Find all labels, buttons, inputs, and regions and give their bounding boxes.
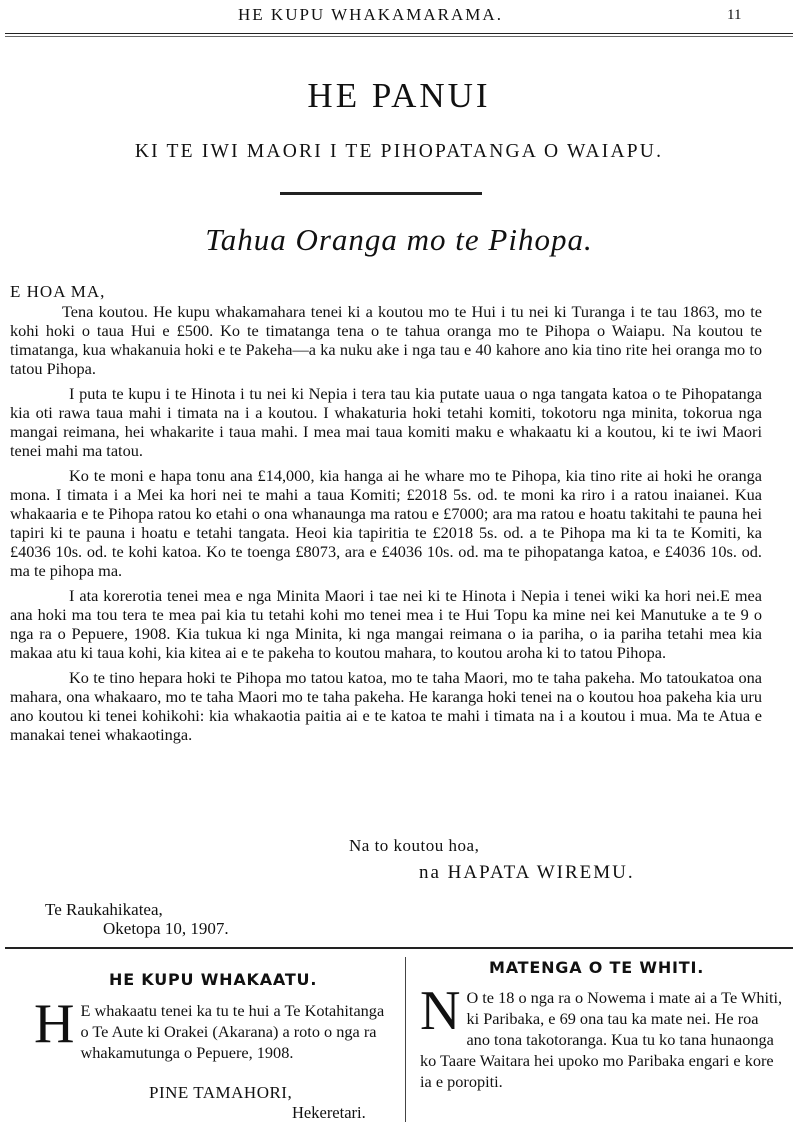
drop-cap: H xyxy=(34,993,75,1055)
right-column-heading: MATENGA O TE WHITI. xyxy=(489,958,705,977)
salutation: E HOA MA, xyxy=(10,282,106,301)
column-divider xyxy=(405,957,406,1122)
closing: Na to koutou hoa, xyxy=(349,836,480,855)
page-title: HE PANUI xyxy=(307,76,491,115)
left-column-heading: HE KUPU WHAKAATU. xyxy=(109,970,318,989)
dateline-place: Te Raukahikatea, xyxy=(45,900,163,919)
section-rule xyxy=(5,947,793,949)
header-rule-thin xyxy=(5,36,793,37)
paragraph: I ata korerotia tenei mea e nga Minita Maori i tae nei ki te Hinota i Nepia i tenei wiki ka hori nei.E mea ana hoki ma tou tera te mea pai kia tu tetahi kohi mo tenei mea i te Hui Topu ka mine nei kei Manutuke a te 9 o nga ra o Pepuere, 1908. Kia tukua ki nga Minita, ki nga mangai reimana o ia pariha, o ia pariha tetahi mea kia makaa atu ki taua kohi, kia kitea ai e te pakeha to koutou mahara, to koutou aroha ki to tatou Pihopa. xyxy=(10,586,762,662)
left-column-text xyxy=(34,993,392,1063)
paragraph: Tena koutou. He kupu whakamahara tenei ki a koutou mo te Hui i tu nei ki Turanga i te tau 1863, mo te kohi hoki o taua Hui e £500. Ko te timatanga tena o te tahua oranga mo te Pihopa o Waiapu. Na koutou te timatanga, kua whakanuia hoki e te Pakeha—a ka nuku ake i nga tau e 40 kahore ano kia tino rite hei oranga mo to tatou Pihopa. xyxy=(10,302,762,378)
running-head-title: HE KUPU WHAKAMARAMA. xyxy=(238,5,503,24)
paragraph: Ko te tino hepara hoki te Pihopa mo tatou katoa, mo te taha Maori, mo te taha pakeha. Mo tatoukatoa ona mahara, ona whakaaro, mo te taha Maori mo te taha pakeha. He karanga hoki tenei na o koutou hoa pakeha kia uru ano koutou ki tenei kohikohi: kia whakaotia paitia ai e te katoa te mahi i timata na i a koutou i mua. Ma te Atua e manakai tenei whakaotinga. xyxy=(10,668,762,744)
drop-cap: N xyxy=(420,980,461,1042)
left-column-office: Hekeretari. xyxy=(292,1103,366,1122)
section-heading: Tahua Oranga mo te Pihopa. xyxy=(205,222,593,257)
right-column-text xyxy=(420,980,786,1092)
left-column-signer: PINE TAMAHORI, xyxy=(149,1083,293,1102)
running-head xyxy=(0,5,798,27)
header-rule xyxy=(5,33,793,34)
notice-body xyxy=(10,302,762,750)
right-column-body: O te 18 o nga ra o Nowema i mate ai a Te Whiti, ki Paribaka, e 69 ona tau ka mate nei. He roa ano tona takotoranga. Kua tu ko tana hunaonga ko Taare Waitara hei upoko mo Paribaka engari e kore ia e poropiti. xyxy=(420,988,783,1091)
page-subtitle: KI TE IWI MAORI I TE PIHOPATANGA O WAIAPU. xyxy=(134,141,664,162)
title-divider xyxy=(280,192,482,195)
paragraph: I puta te kupu i te Hinota i tu nei ki Nepia i tera tau kia putate uaua o nga tangata katoa o te Pihopatanga kia oti rawa taua mahi i timata na i a koutou. I whakaturia hoki tetahi komiti, tokotoru nga minita, tokorua nga mangai reimana, hei whakarite i taua mahi. I mea mai taua komiti maku e whakaatu ki a koutou, ki te iwi Maori tenei mahi ma tatou. xyxy=(10,384,762,460)
paragraph: Ko te moni e hapa tonu ana £14,000, kia hanga ai he whare mo te Pihopa, kia tino rite ai hoki he oranga mona. I timata i a Mei ka hori nei te mahi a taua Komiti; £2018 5s. od. te moni ka riro i a ratou inaianei. Kua whakaaria e te Pihopa ratou ko etahi o ona whanaunga ma ratou e £7000; ara ma ratou e hoatu takitahi te pauna hei tapiri ki te pauna i hoatu e tetahi tangata. Heoi kia tapiritia te £2018 5s. od. a te Pihopa ma ki ta te Komiti, ka £4036 10s. od. te kohi katoa. Ko te toenga £8073, ara e £4036 10s. od. ma te pihopatanga katoa, e £4036 10s. od. ma te pihopa ma. xyxy=(10,466,762,580)
signature: na HAPATA WIREMU. xyxy=(419,862,635,883)
dateline-date: Oketopa 10, 1907. xyxy=(103,919,229,938)
left-column-body: E whakaatu tenei ka tu te hui a Te Kotahitanga o Te Aute ki Orakei (Akarana) a roto o nga ra whakamutunga o Pepuere, 1908. xyxy=(80,1001,385,1062)
page-number: 11 xyxy=(727,7,742,23)
